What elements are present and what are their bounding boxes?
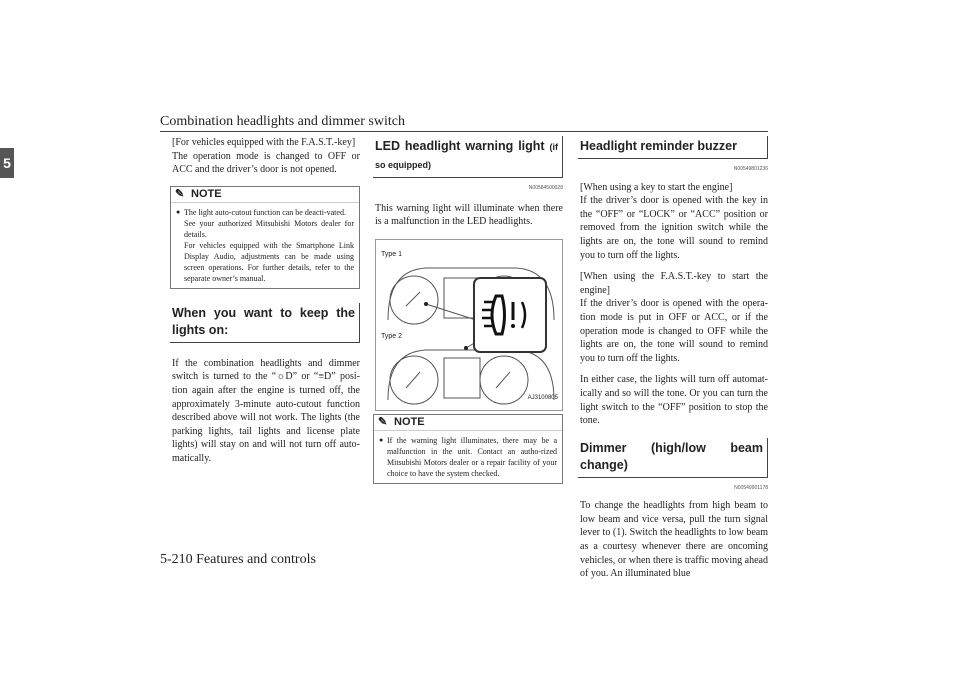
paragraph: In either case, the lights will turn off automat-ically and so will the tone. Or you can turn the light switch to the “OFF” position to stop the tone. bbox=[580, 374, 768, 427]
figure-label-type1: Type 1 bbox=[381, 250, 403, 258]
note-text: See your authorized Mitsubishi Motors dealer for details. bbox=[184, 218, 354, 239]
note-bullet-item bbox=[176, 207, 354, 284]
document-code: N00549901178 bbox=[734, 484, 768, 491]
note-box bbox=[373, 414, 563, 484]
note-label: NOTE bbox=[394, 415, 425, 428]
parking-light-symbol-icon: ≡D bbox=[318, 371, 332, 383]
column-3 bbox=[580, 136, 768, 581]
page-header-title: Combination headlights and dimmer switch bbox=[160, 114, 405, 129]
note-box bbox=[170, 186, 360, 289]
note-body bbox=[171, 203, 359, 288]
paragraph: The operation mode is changed to OFF or ACC and the driver’s door is not opened. bbox=[172, 150, 360, 176]
column-2 bbox=[375, 136, 563, 484]
note-text: For vehicles equipped with the Smartphone Link Display Audio, adjustments can be made using screen operations. For further details, refer to the separate owner’s manual. bbox=[184, 240, 354, 283]
note-bullet-item bbox=[379, 435, 557, 479]
paragraph: If the combination headlights and dimmer switch is turned to the “☼D” or “≡D” posi-tion again after the engine is turned off, the approximately 3-minute auto-cutout function described above will not work. The lights (the parking lights, tail lights and license plate lights) will stay on and will not turn off auto-matically. bbox=[172, 357, 360, 464]
bullet-icon: ● bbox=[176, 207, 181, 216]
pencil-icon: ✎ bbox=[175, 187, 185, 200]
chapter-tab: 5 bbox=[0, 148, 14, 178]
cluster-illustration bbox=[376, 240, 562, 410]
paragraph: If the driver’s door is opened with the key in the “OFF” or “LOCK” or “ACC” position or removed from the ignition switch while the lights are on, the tone will sound to remind you to turn off the lights. bbox=[580, 195, 768, 261]
note-header bbox=[374, 415, 562, 431]
note-header bbox=[171, 187, 359, 203]
bullet-icon: ● bbox=[379, 435, 384, 444]
section-heading: LED headlight warning light (if so equipped) bbox=[373, 136, 563, 178]
section-heading: When you want to keep the lights on: bbox=[170, 303, 360, 343]
paragraph: If the driver’s door is opened with the opera-tion mode is put in OFF or ACC, or if the operation mode is changed to OFF while the lights are on, the tone will sound to remind you to turn off the lights. bbox=[580, 298, 768, 364]
document-code: N00549801236 bbox=[733, 166, 768, 172]
paragraph: This warning light will illuminate when there is a malfunction in the LED headlights. bbox=[375, 202, 563, 228]
section-heading: Dimmer (high/low beam change) bbox=[578, 438, 768, 478]
figure-label-type2: Type 2 bbox=[381, 332, 403, 340]
pencil-icon: ✎ bbox=[378, 415, 388, 428]
paragraph: To change the headlights from high beam to low beam and vice versa, pull the turn signal lever to (1). Switch the headlights to low beam as a courtesy whenever there are oncoming vehicles, or when there is traffic moving ahead of you. An illuminated blue bbox=[580, 500, 768, 580]
paragraph: [When using a key to start the engine] bbox=[580, 181, 733, 193]
document-code: N00584500028 bbox=[528, 185, 563, 191]
note-text: The light auto-cutout function can be deacti-vated. bbox=[184, 207, 346, 217]
note-label: NOTE bbox=[191, 187, 222, 200]
headlight-symbol-icon: ☼D bbox=[276, 371, 293, 383]
instrument-cluster-figure bbox=[375, 239, 563, 411]
section-heading: Headlight reminder buzzer bbox=[578, 136, 768, 159]
page-footer: 5-210 Features and controls bbox=[160, 552, 316, 567]
column-1 bbox=[172, 136, 360, 466]
figure-id: AJ3100805 bbox=[527, 395, 558, 402]
header-divider bbox=[160, 131, 768, 132]
note-body bbox=[374, 431, 562, 483]
note-text: If the warning light illuminates, there may be a malfunction in the unit. Contact an autho-rized Mitsubishi Motors dealer or a repair facility of your choice to have the system checked. bbox=[387, 435, 557, 478]
paragraph: [For vehicles equipped with the F.A.S.T.-key] bbox=[172, 137, 356, 148]
paragraph: [When using the F.A.S.T.-key to start the engine] bbox=[580, 271, 768, 296]
section-heading-suffix: (if so equipped) bbox=[375, 142, 558, 170]
